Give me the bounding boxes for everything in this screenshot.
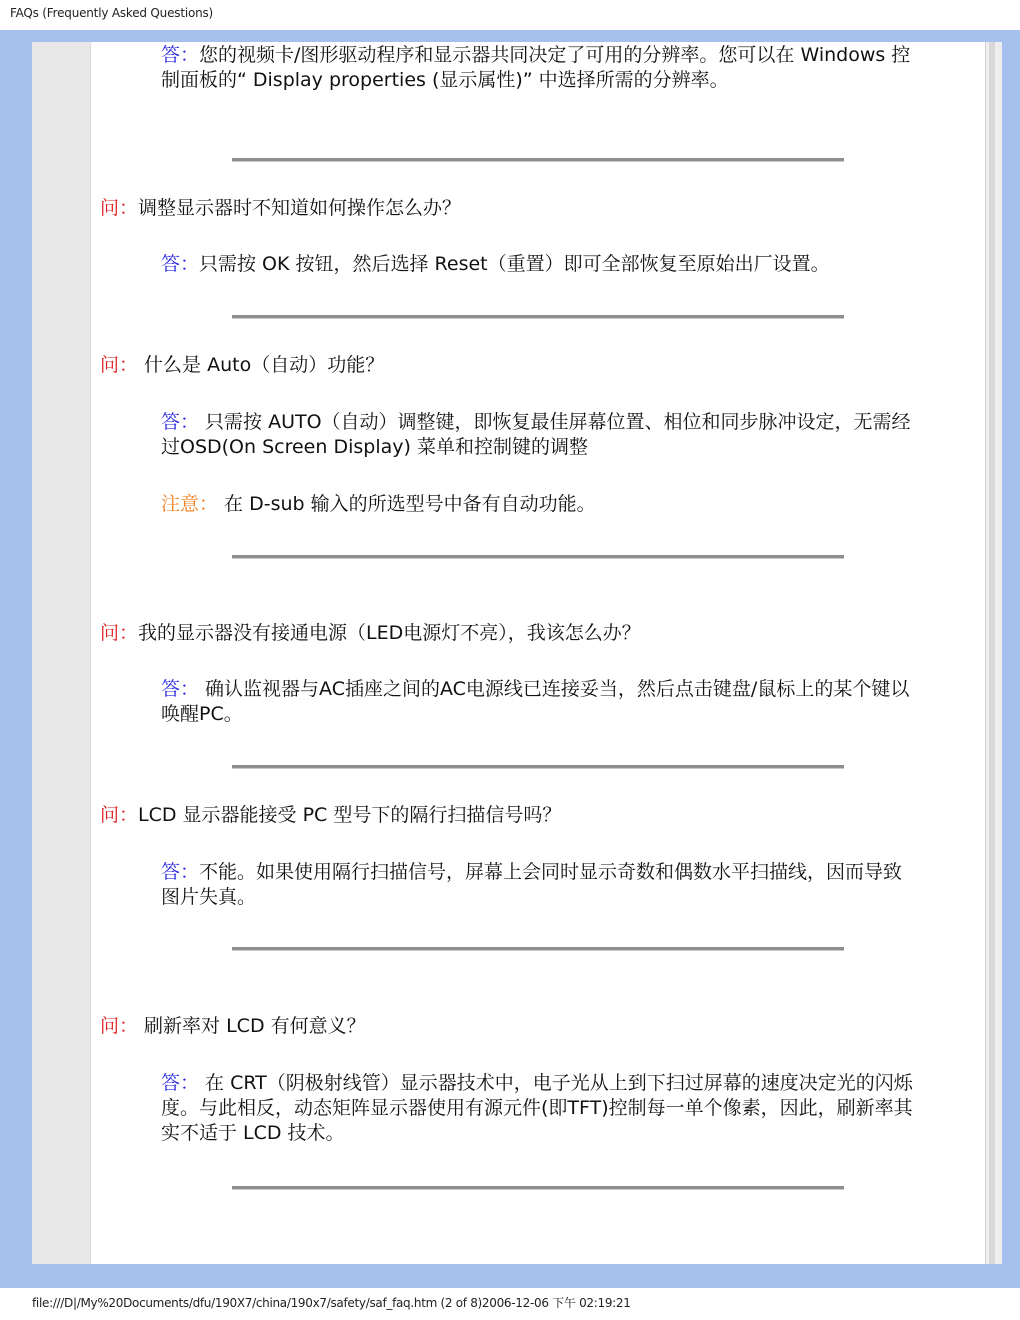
question-label: 问：	[100, 804, 139, 826]
divider	[232, 947, 844, 951]
answer-label: 答：	[161, 44, 200, 66]
left-gutter	[32, 42, 91, 1264]
print-header: FAQs (Frequently Asked Questions)	[10, 6, 214, 20]
question-text: 调整显示器时不知道如何操作怎么办？	[138, 197, 462, 219]
divider	[232, 158, 844, 162]
question-label: 问：	[100, 354, 139, 376]
faq-answer-4	[161, 860, 921, 910]
answer-text: 只需按 AUTO（自动）调整键，即恢复最佳屏幕位置、相位和同步脉冲设定，无需经过OSD(On Screen Display) 菜单和控制键的调整	[161, 411, 911, 458]
answer-label: 答：	[161, 861, 200, 883]
divider	[232, 555, 844, 559]
note-label: 注意：	[161, 493, 219, 515]
faq-question-3	[100, 621, 950, 646]
question-text: 刷新率对 LCD 有何意义？	[138, 1015, 366, 1037]
faq-answer-2	[161, 410, 921, 460]
answer-label: 答：	[161, 253, 200, 275]
faq-question-5	[100, 1014, 950, 1039]
question-text: 什么是 Auto（自动）功能？	[138, 354, 385, 376]
faq-answer-3	[161, 677, 921, 727]
faq-answer-0	[161, 43, 921, 93]
faq-answer-1	[161, 252, 921, 277]
question-label: 问：	[100, 1015, 139, 1037]
faq-question-4	[100, 803, 950, 828]
divider	[232, 315, 844, 319]
answer-text: 只需按 OK 按钮，然后选择 Reset（重置）即可全部恢复至原始出厂设置。	[199, 253, 830, 275]
answer-label: 答：	[161, 411, 200, 433]
faq-question-1	[100, 196, 950, 221]
answer-label: 答：	[161, 1072, 200, 1094]
answer-text: 不能。如果使用隔行扫描信号，屏幕上会同时显示奇数和偶数水平扫描线，因而导致图片失真。	[161, 861, 903, 908]
divider	[232, 1186, 844, 1190]
question-label: 问：	[100, 622, 139, 644]
faq-question-2	[100, 353, 950, 378]
answer-label: 答：	[161, 678, 200, 700]
faq-note-2	[161, 492, 921, 517]
question-text: LCD 显示器能接受 PC 型号下的隔行扫描信号吗？	[138, 804, 562, 826]
question-label: 问：	[100, 197, 139, 219]
note-text: 在 D-sub 输入的所选型号中备有自动功能。	[218, 493, 596, 515]
faq-answer-5	[161, 1071, 921, 1146]
answer-text: 确认监视器与AC插座之间的AC电源线已连接妥当，然后点击键盘/鼠标上的某个键以唤醒PC。	[161, 678, 910, 725]
answer-text: 您的视频卡/图形驱动程序和显示器共同决定了可用的分辨率。您可以在 Windows 控制面板的“ Display properties (显示属性)” 中选择所需的分辨率。	[161, 44, 911, 91]
divider	[232, 765, 844, 769]
print-footer: file:///D|/My%20Documents/dfu/190X7/china/190x7/safety/saf_faq.htm (2 of 8)2006-12-06 下午 02:19:21	[32, 1296, 631, 1310]
answer-text: 在 CRT（阴极射线管）显示器技术中，电子光从上到下扫过屏幕的速度决定光的闪烁度。与此相反，动态矩阵显示器使用有源元件(即TFT)控制每一单个像素，因此，刷新率其实不适于 LCD 技术。	[161, 1072, 913, 1144]
right-border-inner	[989, 42, 995, 1264]
question-text: 我的显示器没有接通电源（LED电源灯不亮），我该怎么办？	[138, 622, 641, 644]
